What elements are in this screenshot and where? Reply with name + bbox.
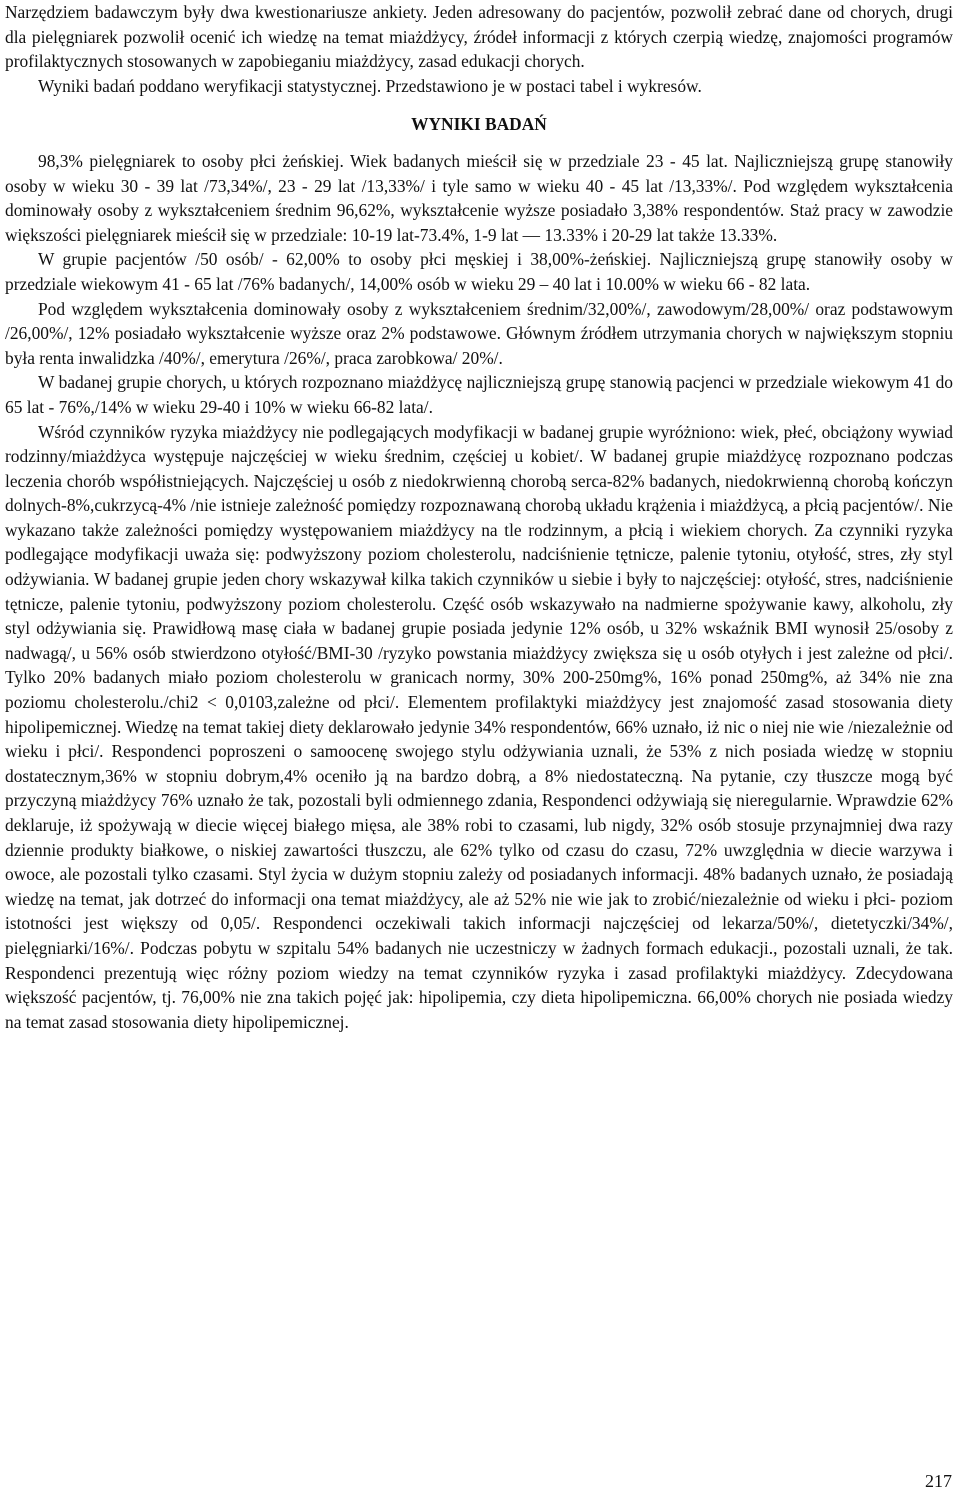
- intro-paragraph-methods: Narzędziem badawczym były dwa kwestionariusze ankiety. Jeden adresowany do pacjentów, pozwolił zebrać dane od chorych, drugi dla pielęgniarek pozwolił ocenić ich wiedzę na temat miażdżycy, źródeł informacji z których czerpią wiedzę, znajomości programów profilaktycznych stosowanych w zapobieganiu miażdżycy, zasad edukacji chorych.: [5, 2, 953, 72]
- results-paragraph-patients: W grupie pacjentów /50 osób/ - 62,00% to osoby płci męskiej i 38,00%-żeńskiej. Najliczniejszą grupę stanowiły osoby w przedziale wiekowym 41 - 65 lat /76% badanych/, 14,00% osób w wieku 29 – 40 lat i 10.00% w wieku 66 - 82 lata.: [5, 249, 953, 294]
- results-paragraph-age-groups: W badanej grupie chorych, u których rozpoznano miażdżycę najliczniejszą grupę stanowią pacjenci w przedziale wiekowym 41 do 65 lat - 76%,/14% w wieku 29-40 i 10% w wieku 66-82 lata/.: [5, 372, 953, 417]
- intro-paragraph-statistics: Wyniki badań poddano weryfikacji statystycznej. Przedstawiono je w postaci tabel i wykresów.: [38, 75, 702, 96]
- results-paragraph-education: Pod względem wykształcenia dominowały osoby z wykształceniem średnim/32,00%/, zawodowym/28,00%/ oraz podstawowym /26,00%/, 12% posiadało wykształcenie wyższe oraz 2% podstawowe. Głównym źródłem utrzymania chorych w największym stopniu była renta inwalidzka /40%/, emerytura /26%/, praca zarobkowa/ 20%/.: [5, 298, 953, 368]
- page-number: 217: [925, 1471, 952, 1491]
- results-paragraph-risk-factors: Wśród czynników ryzyka miażdżycy nie podlegających modyfikacji w badanej grupie wyróżniono: wiek, płeć, obciążony wywiad rodzinny/miażdżyca występuje najczęściej w wieku średnim, częściej u kobiet/. W badanej grupie miażdżycę rozpoznano podczas leczenia chorób współistniejących. Najczęściej u osób z niedokrwienną chorobą serca-82% badanych, niedokrwienną chorobą kończyn dolnych-8%,cukrzycą-4% /nie istnieje zależność pomiędzy rozpoznawaną chorobą układu krążenia i miażdżycą, a płcią pacjentów/. Nie wykazano także zależności pomiędzy występowaniem miażdżycy na tle rodzinnym, a płcią i wiekiem chorych. Za czynniki ryzyka podlegające modyfikacji uważa się: podwyższony poziom cholesterolu, nadciśnienie tętnicze, palenie tytoniu, otyłość, stres, zły styl odżywiania. W badanej grupie jeden chory wskazywał kilka takich czynników u siebie i były to najczęściej: otyłość, stres, nadciśnienie tętnicze, palenie tytoniu, podwyższony poziom cholesterolu. Część osób wskazywało na nadmierne spożywanie kawy, alkoholu, zły styl odżywiania się. Prawidłową masę ciała w badanej grupie posiada jedynie 12% osób, u 32% wskaźnik BMI wynosił 25/osoby z nadwagą/, u 56% osób stwierdzono otyłość/BMI-30 /ryzyko powstania miażdżycy zwiększa się u osób otyłych i jest zależne od płci/. Tylko 20% badanych miało poziom cholesterolu w granicach normy, 30% 200-250mg%, 16% ponad 250mg%, aż 34% nie zna poziomu cholesterolu./chi2 < 0,0103,zależne od płci/. Elementem profilaktyki miażdżycy jest znajomość zasad stosowania diety hipolipemicznej. Wiedzę na temat takiej diety deklarowało jedynie 34% respondentów, 66% uznało, iż nic o niej nie wie /niezależnie od wieku i płci/. Respondenci poproszeni o samoocenę swojego stylu odżywiania uznali, że 53% z nich posiada wiedzę w stopniu dostatecznym,36% w stopniu dobrym,4% oceniło ją na bardzo dobrą, a 8% niedostateczną. Na pytanie, czy tłuszcze mogą być przyczyną miażdżycy 76% uznało że tak, pozostali byli odmiennego zdania, Respondenci odżywiają się nieregularnie. Wprawdzie 62% deklaruje, iż spożywają w diecie więcej białego mięsa, ale 38% robi to czasami, lub nigdy, 32% osób stosuje przynajmniej dwa razy dziennie produkty białkowe, o niskiej zawartości tłuszczu, ale 62% tylko od czasu do czasu, 72% uwzględnia w diecie warzywa i owoce, ale pozostali tylko czasami. Styl życia w dużym stopniu zależy od posiadanych informacji. 48% badanych uznało, że posiadają wiedzę na temat, jak dotrzeć do informacji ona temat miażdżycy, ale aż 52% nie wie jak to zrobić/niezależnie od wieku i płci- poziom istotności jest większy od 0,05/. Respondenci oczekiwali takich informacji najczęściej od lekarza/50%/, dietetyczki/34%/, pielęgniarki/16%/. Podczas pobytu w szpitalu 54% badanych nie uczestniczy w żadnych formach edukacji., pozostali uznali, że tak. Respondenci prezentują więc różny poziom wiedzy na temat czynników ryzyka i zasad profilaktyki miażdżycy. Zdecydowana większość pacjentów, tj. 76,00% nie zna takich pojęć jak: hipolipemia, czy dieta hipolipemiczna. 66,00% chorych nie posiada wiedzy na temat zasad stosowania diety hipolipemicznej.: [5, 421, 953, 1032]
- results-paragraph-nurses: 98,3% pielęgniarek to osoby płci żeńskiej. Wiek badanych mieścił się w przedziale 23 - 45 lat. Najliczniejszą grupę stanowiły osoby w wieku 30 - 39 lat /73,34%/, 23 - 29 lat /13,33%/ i tyle samo w wieku 40 - 45 lat /13,33%/. Pod względem wykształcenia dominowały osoby z wykształceniem średnim 96,62%, wykształcenie wyższe posiadało 3,38% respondentów. Staż pracy w zawodzie większości pielęgniarek mieścił się w przedziale: 10-19 lat-73.4%, 1-9 lat — 13.33% i 20-29 lat także 13.33%.: [5, 150, 953, 245]
- document-page: [5, 0, 953, 1034]
- section-heading: WYNIKI BADAŃ: [411, 114, 547, 135]
